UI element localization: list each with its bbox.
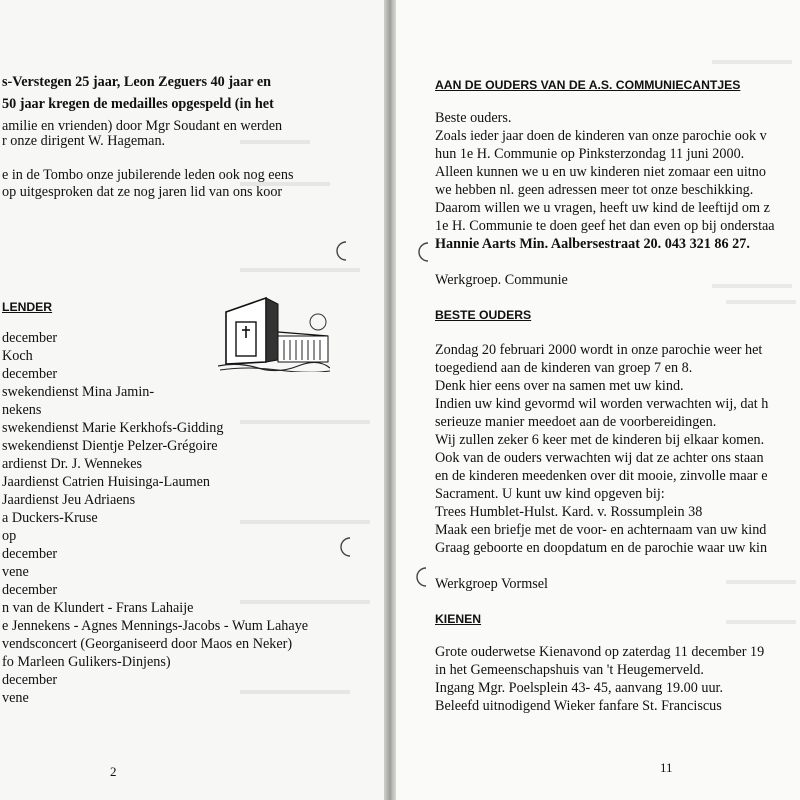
calendar-entry: december <box>2 582 58 598</box>
communion-signature: Werkgroep. Communie <box>435 272 568 288</box>
calendar-entry: vene <box>2 564 29 580</box>
calendar-heading: LENDER <box>2 300 53 314</box>
bleed-through-mark <box>726 620 796 624</box>
calendar-entry: swekendienst Dientje Pelzer-Grégoire <box>2 438 218 454</box>
contact-line: Hannie Aarts Min. Aalbersestraat 20. 043 321 86 27. <box>435 236 750 252</box>
church-illustration <box>218 292 330 372</box>
jubilee-line: amilie en vrienden) door Mgr Soudant en werden <box>2 118 283 134</box>
confirmation-line: Denk hier eens over na samen met uw kind. <box>435 378 684 394</box>
bingo-line: in het Gemeenschapshuis van 't Heugemerveld. <box>435 662 704 678</box>
communion-line: Zoals ieder jaar doen de kinderen van onze parochie ook v <box>435 128 767 144</box>
confirmation-line: serieuze manier meedoet aan de voorbereidingen. <box>435 414 717 430</box>
communion-line: hun 1e H. Communie op Pinksterzondag 11 juni 2000. <box>435 146 745 162</box>
binder-hole-icon <box>412 566 430 588</box>
confirmation-line: Maak een briefje met de voor- en achternaam van uw kind <box>435 522 767 538</box>
bingo-line: Grote ouderwetse Kienavond op zaterdag 11 december 19 <box>435 644 765 660</box>
confirmation-line: en de kinderen meedenken over dit mooie, zinvolle maar e <box>435 468 768 484</box>
bingo-heading: KIENEN <box>435 612 482 626</box>
bleed-through-mark <box>240 420 370 424</box>
confirmation-line: Ook van de ouders verwachten wij dat ze achter ons staan <box>435 450 764 466</box>
communion-heading: AAN DE OUDERS VAN DE A.S. COMMUNIECANTJES <box>435 78 741 92</box>
confirmation-line: Sacrament. U kunt uw kind opgeven bij: <box>435 486 665 502</box>
calendar-entry: Jaardienst Catrien Huisinga-Laumen <box>2 474 211 490</box>
confirmation-line: Indien uw kind gevormd wil worden verwachten wij, dat h <box>435 396 769 412</box>
confirmation-line: Wij zullen zeker 6 keer met de kinderen bij elkaar komen. <box>435 432 765 448</box>
communion-line: Beste ouders. <box>435 110 512 126</box>
bleed-through-mark <box>240 140 310 144</box>
calendar-entry: swekendienst Mina Jamin- <box>2 384 155 400</box>
bleed-through-mark <box>240 520 370 524</box>
bingo-line: Beleefd uitnodigend Wieker fanfare St. Franciscus <box>435 698 722 714</box>
binder-hole-icon <box>336 536 354 558</box>
communion-line: Daarom willen we u vragen, heeft uw kind de leeftijd om z <box>435 200 770 216</box>
calendar-entry: Koch <box>2 348 33 364</box>
binder-hole-icon <box>414 241 432 263</box>
calendar-entry: swekendienst Marie Kerkhofs-Gidding <box>2 420 224 436</box>
confirmation-signature: Werkgroep Vormsel <box>435 576 548 592</box>
bleed-through-mark <box>240 268 360 272</box>
calendar-entry: december <box>2 330 58 346</box>
communion-line: Alleen kunnen we u en uw kinderen niet zomaar een uitno <box>435 164 766 180</box>
calendar-entry: a Duckers-Kruse <box>2 510 98 526</box>
bleed-through-mark <box>712 60 792 64</box>
right-page <box>396 0 800 800</box>
bleed-through-mark <box>726 580 796 584</box>
bingo-line: Ingang Mgr. Poelsplein 43- 45, aanvang 19.00 uur. <box>435 680 724 696</box>
binder-hole-icon <box>332 240 350 262</box>
calendar-entry: nekens <box>2 402 42 418</box>
confirmation-line: Zondag 20 februari 2000 wordt in onze parochie weer het <box>435 342 763 358</box>
calendar-entry: vene <box>2 690 29 706</box>
jubilee-line: r onze dirigent W. Hageman. <box>2 133 166 149</box>
calendar-entry: n van de Klundert - Frans Lahaije <box>2 600 194 616</box>
tombo-line: op uitgesproken dat ze nog jaren lid van ons koor <box>2 184 283 200</box>
jubilee-line: 50 jaar kregen de medailles opgespeld (in het <box>2 96 274 112</box>
jubilee-line: s-Verstegen 25 jaar, Leon Zeguers 40 jaar en <box>2 74 272 90</box>
calendar-entry: vendsconcert (Georganiseerd door Maos en Neker) <box>2 636 293 652</box>
confirmation-line: toegediend aan de kinderen van groep 7 en 8. <box>435 360 693 376</box>
bleed-through-mark <box>240 690 350 694</box>
calendar-entry: op <box>2 528 17 544</box>
calendar-entry: Jaardienst Jeu Adriaens <box>2 492 136 508</box>
confirmation-line: Graag geboorte en doopdatum en de parochie waar uw kin <box>435 540 768 556</box>
calendar-entry: e Jennekens - Agnes Mennings-Jacobs - Wum Lahaye <box>2 618 309 634</box>
left-page <box>0 0 388 800</box>
page-number: 2 <box>110 764 117 779</box>
calendar-entry: december <box>2 672 58 688</box>
calendar-entry: december <box>2 366 58 382</box>
bleed-through-mark <box>712 284 792 288</box>
page-number: 11 <box>660 760 673 775</box>
parents-heading: BESTE OUDERS <box>435 308 532 322</box>
confirmation-line: Trees Humblet-Hulst. Kard. v. Rossumplein 38 <box>435 504 703 520</box>
communion-line: 1e H. Communie te doen geef het dan even op bij onderstaa <box>435 218 775 234</box>
bleed-through-mark <box>726 300 796 304</box>
tombo-line: e in de Tombo onze jubilerende leden ook nog eens <box>2 167 294 183</box>
calendar-entry: fo Marleen Gulikers-Dinjens) <box>2 654 171 670</box>
calendar-entry: december <box>2 546 58 562</box>
communion-line: we hebben nl. geen adressen meer tot onze beschikking. <box>435 182 754 198</box>
calendar-entry: ardienst Dr. J. Wennekes <box>2 456 143 472</box>
bleed-through-mark <box>240 600 370 604</box>
